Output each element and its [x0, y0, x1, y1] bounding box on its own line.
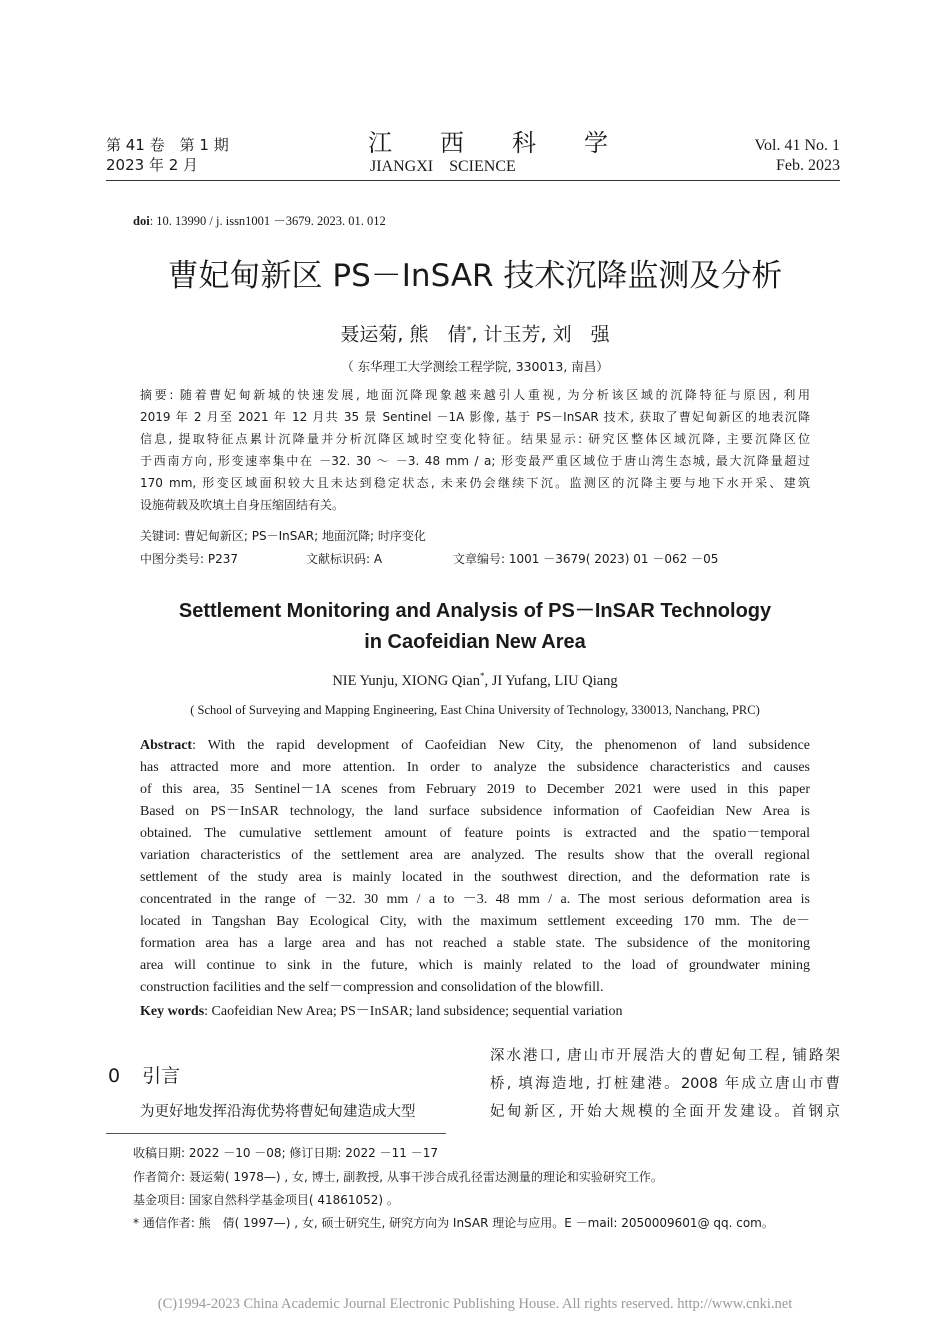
copyright-watermark: (C)1994-2023 China Academic Journal Electronic Publishing House. All rights reserved. http://www.cnki.net — [157, 1296, 793, 1312]
footnote-rule — [106, 1133, 446, 1134]
keywords-en-value: : Caofeidian New Area; PS－InSAR; land subsidence; sequential variation — [204, 1004, 623, 1019]
abstract-en-line: settlement of the study area is mainly located in the southwest direction, and the deformation rate is — [140, 870, 810, 885]
affiliation-en: ( School of Surveying and Mapping Engineering, East China University of Technology, 330013, Nanchang, PRC) — [190, 703, 760, 717]
section-heading — [108, 1063, 180, 1089]
abstract-en-line: construction facilities and the self－compression and consolidation of the blowfill. — [140, 980, 604, 995]
corresponding-star-cn: * — [466, 325, 472, 336]
authors-cn — [0, 318, 950, 347]
abstract-cn-line: 设施荷载及吹填土自身压缩固结有关。 — [140, 498, 345, 512]
keywords-en-label: Key words — [140, 1004, 205, 1019]
abstract-en-line: formation area has a large area and has not reached a stable state. The subsidence of the monitoring — [140, 936, 810, 951]
title-en-line1: Settlement Monitoring and Analysis of PS－InSAR Technology — [178, 600, 772, 622]
abstract-cn-line: 2019 年 2 月至 2021 年 12 月共 35 景 Sentinel －1A 影像, 基于 PS－InSAR 技术, 获取了曹妃甸新区的地表沉降 — [140, 410, 810, 424]
doi-value: : 10. 13990 / j. issn1001 －3679. 2023. 01. 012 — [149, 214, 386, 228]
abstract-cn-line: 信息, 提取特征点累计沉降量并分析沉降区域时空变化特征。结果显示: 研究区整体区域沉降, 主要沉降区位 — [140, 432, 810, 446]
title-en-line2: in Caofeidian New Area — [364, 631, 586, 653]
journal-title-cn: 江 西 科 学 — [368, 129, 608, 157]
date-en: Feb. 2023 — [776, 157, 840, 174]
document-code: 文献标识码: A — [306, 552, 383, 566]
footnote-author-bio: 作者简介: 聂运菊( 1978—) , 女, 博士, 副教授, 从事干涉合成孔径雷达测量的理论和实验研究工作。 — [133, 1170, 663, 1184]
clc-number: 中图分类号: P237 — [140, 552, 238, 566]
abstract-en-line: located in Tangshan Bay Ecological City, with the maximum settlement exceeding 170 mm. The de－ — [140, 914, 810, 929]
doi — [133, 211, 386, 229]
volume-issue-cn: 第 41 卷 第 1 期 — [106, 136, 229, 154]
abstract-en-line: Based on PS－InSAR technology, the land surface subsidence information of Caofeidian New Area is — [140, 804, 810, 819]
article-number: 文章编号: 1001 －3679( 2023) 01 －062 －05 — [453, 552, 719, 566]
abstract-en-line — [140, 735, 810, 757]
title-cn: 曹妃甸新区 PS－InSAR 技术沉降监测及分析 — [167, 258, 783, 294]
abstract-en-line: has attracted more and more attention. In order to analyze the subsidence characteristics and causes — [140, 760, 810, 775]
footnote-corresponding: * 通信作者: 熊 倩( 1997—) , 女, 硕士研究生, 研究方向为 InSAR 理论与应用。E －mail: 2050009601@ qq. com。 — [133, 1216, 774, 1230]
authors-cn-rest: , 计玉芳, 刘 强 — [471, 323, 610, 346]
body-right-line: 深水港口, 唐山市开展浩大的曹妃甸工程, 铺路架 — [490, 1048, 840, 1064]
authors-en — [0, 671, 950, 690]
keywords-en — [140, 1001, 623, 1023]
abstract-en-line: concentrated in the range of －32. 30 mm / a to －3. 48 mm / a. The most serious deformation area is — [140, 892, 810, 907]
section-title: 引言 — [142, 1065, 181, 1087]
authors-en-part1: NIE Yunju, XIONG Qian — [332, 672, 480, 689]
abstract-en-line: of this area, 35 Sentinel－1A scenes from February 2019 to December 2021 were used in this paper — [140, 782, 810, 797]
abstract-en-line: variation characteristics of the settlement area are analyzed. The results show that the overall regional — [140, 848, 810, 863]
header-rule — [106, 180, 840, 181]
authors-en-part2: , JI Yufang, LIU Qiang — [484, 672, 618, 689]
abstract-en-text: : With the rapid development of Caofeidian New City, the phenomenon of land subsidence — [192, 738, 810, 753]
abstract-cn-line: 于西南方向, 形变速率集中在 －32. 30 ～ －3. 48 mm / a; 形变最严重区域位于唐山湾生态城, 最大沉降量超过 — [140, 454, 810, 468]
date-cn: 2023 年 2 月 — [106, 156, 199, 174]
abstract-cn-line: 170 mm, 形变区域面积较大且未达到稳定状态, 未来仍会继续下沉。监测区的沉降主要与地下水开采、建筑 — [140, 476, 810, 490]
keywords-cn: 关键词: 曹妃甸新区; PS－InSAR; 地面沉降; 时序变化 — [140, 529, 426, 543]
doi-label: doi — [133, 214, 150, 228]
footnote-funding: 基金项目: 国家自然科学基金项目( 41861052) 。 — [133, 1193, 399, 1207]
affiliation-cn: （ 东华理工大学测绘工程学院, 330013, 南昌） — [341, 359, 609, 374]
journal-title-en: JIANGXI SCIENCE — [370, 158, 516, 175]
body-right-line: 妃甸新区, 开始大规模的全面开发建设。首钢京 — [490, 1104, 840, 1120]
section-number: 0 — [108, 1065, 121, 1087]
abstract-en-label: Abstract — [140, 738, 193, 753]
corresponding-star-en: * — [480, 671, 485, 681]
body-right-line: 桥, 填海造地, 打桩建港。2008 年成立唐山市曹 — [490, 1076, 840, 1092]
abstract-en-line: obtained. The cumulative settlement amount of feature points is extracted and the spatio－temporal — [140, 826, 810, 841]
footnote-received: 收稿日期: 2022 －10 －08; 修订日期: 2022 －11 －17 — [133, 1146, 438, 1160]
body-left-line: 为更好地发挥沿海优势将曹妃甸建造成大型 — [140, 1104, 416, 1120]
authors-cn-main: 聂运菊, 熊 倩 — [340, 323, 467, 346]
abstract-cn-line: 摘要: 随着曹妃甸新城的快速发展, 地面沉降现象越来越引人重视, 为分析该区域的沉降特征与原因, 利用 — [140, 388, 810, 402]
abstract-en-line: area will continue to sink in the future, which is mainly related to the load of groundwater mining — [140, 958, 810, 973]
volume-issue-en: Vol. 41 No. 1 — [754, 137, 840, 154]
